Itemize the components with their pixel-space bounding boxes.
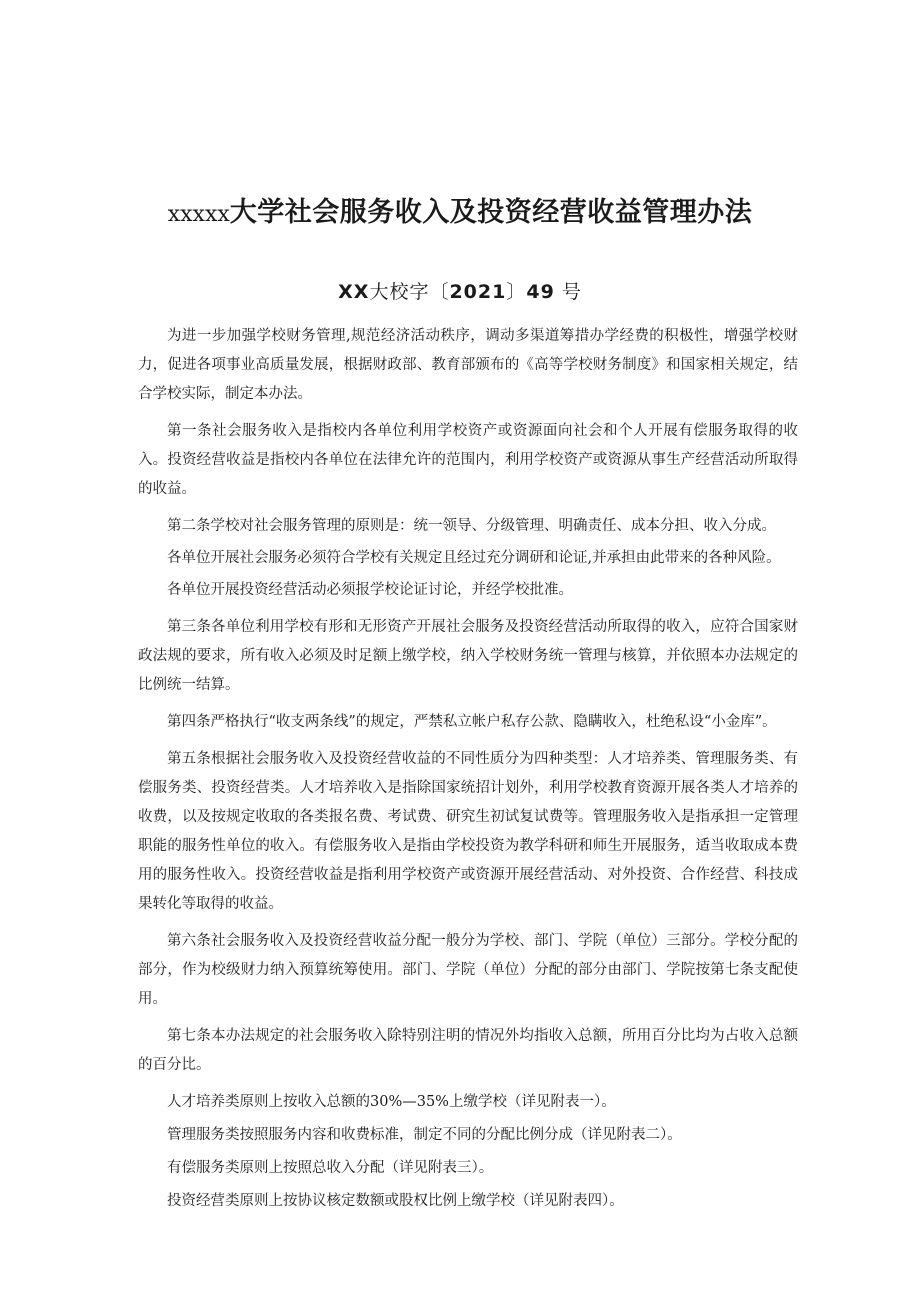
paragraph-article-6: 第六条社会服务收入及投资经营收益分配一般分为学校、部门、学院（单位）三部分。学校分配的部分，作为校级财力纳入预算统筹使用。部门、学院（单位）分配的部分由部门、学院按第七条支配使用。	[138, 933, 798, 1007]
doc-number-year: 2021	[449, 281, 507, 303]
paragraph-paid-service: 有偿服务类原则上按照总收入分配（详见附表三）。	[167, 1160, 494, 1176]
doc-number-mid: 大校字〔	[369, 281, 450, 303]
paragraph-article-2-investment: 各单位开展投资经营活动必须报学校论证讨论，并经学校批准。	[167, 582, 573, 598]
paragraph-management-service: 管理服务类按照服务内容和收费标准，制定不同的分配比例分成（详见附表二）。	[167, 1127, 682, 1143]
paragraph-investment: 投资经营类原则上按协议核定数额或股权比例上缴学校（详见附表四）。	[167, 1193, 624, 1209]
paragraph-article-5: 第五条根据社会服务收入及投资经营收益的不同性质分为四种类型：人才培养类、管理服务类、有偿服务类、投资经营类。人才培养收入是指除国家统招计划外，利用学校教育资源开展各类人才培养的收费，以及按规定收取的各类报名费、考试费、研究生初试复试费等。管理服务收入是指承担一定管理职能的服务性单位的收入。有偿服务收入是指由学校投资为教学科研和师生开展服务，适当收取成本费用的服务性收入。投资经营收益是指利用学校资产或资源开展经营活动、对外投资、合作经营、科技成果转化等取得的收益。	[138, 751, 798, 912]
doc-number-prefix: XX	[338, 281, 370, 303]
paragraph-preamble: 为进一步加强学校财务管理,规范经济活动秩序，调动多渠道筹措办学经费的积极性，增强学校财力，促进各项事业高质量发展，根据财政部、教育部颁布的《高等学校财务制度》和国家相关规定，结合学校实际，制定本办法。	[138, 328, 798, 402]
title-prefix: xxxxx	[167, 202, 230, 227]
paragraph-article-2: 第二条学校对社会服务管理的原则是：统一领导、分级管理、明确责任、成本分担、收入分成。	[167, 518, 776, 534]
paragraph-article-2-service: 各单位开展社会服务必须符合学校有关规定且经过充分调研和论证,并承担由此带来的各种风险。	[167, 550, 781, 566]
title-main: 大学社会服务收入及投资经营收益管理办法	[229, 197, 753, 228]
paragraph-article-1: 第一条社会服务收入是指校内各单位利用学校资产或资源面向社会和个人开展有偿服务取得的收入。投资经营收益是指校内各单位在法律允许的范围内，利用学校资产或资源从事生产经营活动所取得的收益。	[138, 423, 798, 497]
doc-number-num: 49	[526, 281, 555, 303]
paragraph-article-4: 第四条严格执行“收支两条线”的规定，严禁私立帐户私存公款、隐瞒收入，杜绝私设“小金库”。	[167, 714, 777, 730]
paragraph-article-3: 第三条各单位利用学校有形和无形资产开展社会服务及投资经营活动所取得的收入，应符合国家财政法规的要求，所有收入必须及时足额上缴学校，纳入学校财务统一管理与核算，并依照本办法规定的比例统一结算。	[138, 619, 798, 693]
document-title	[0, 190, 920, 229]
doc-number-close: 〕	[506, 281, 527, 303]
paragraph-article-7: 第七条本办法规定的社会服务收入除特别注明的情况外均指收入总额，所用百分比均为占收入总额的百分比。	[138, 1028, 798, 1073]
document-number	[0, 277, 920, 304]
paragraph-talent-training: 人才培养类原则上按收入总额的30%—35%上缴学校（详见附表一）。	[167, 1094, 616, 1110]
doc-number-suffix: 号	[561, 281, 582, 303]
document-body	[138, 322, 798, 1216]
